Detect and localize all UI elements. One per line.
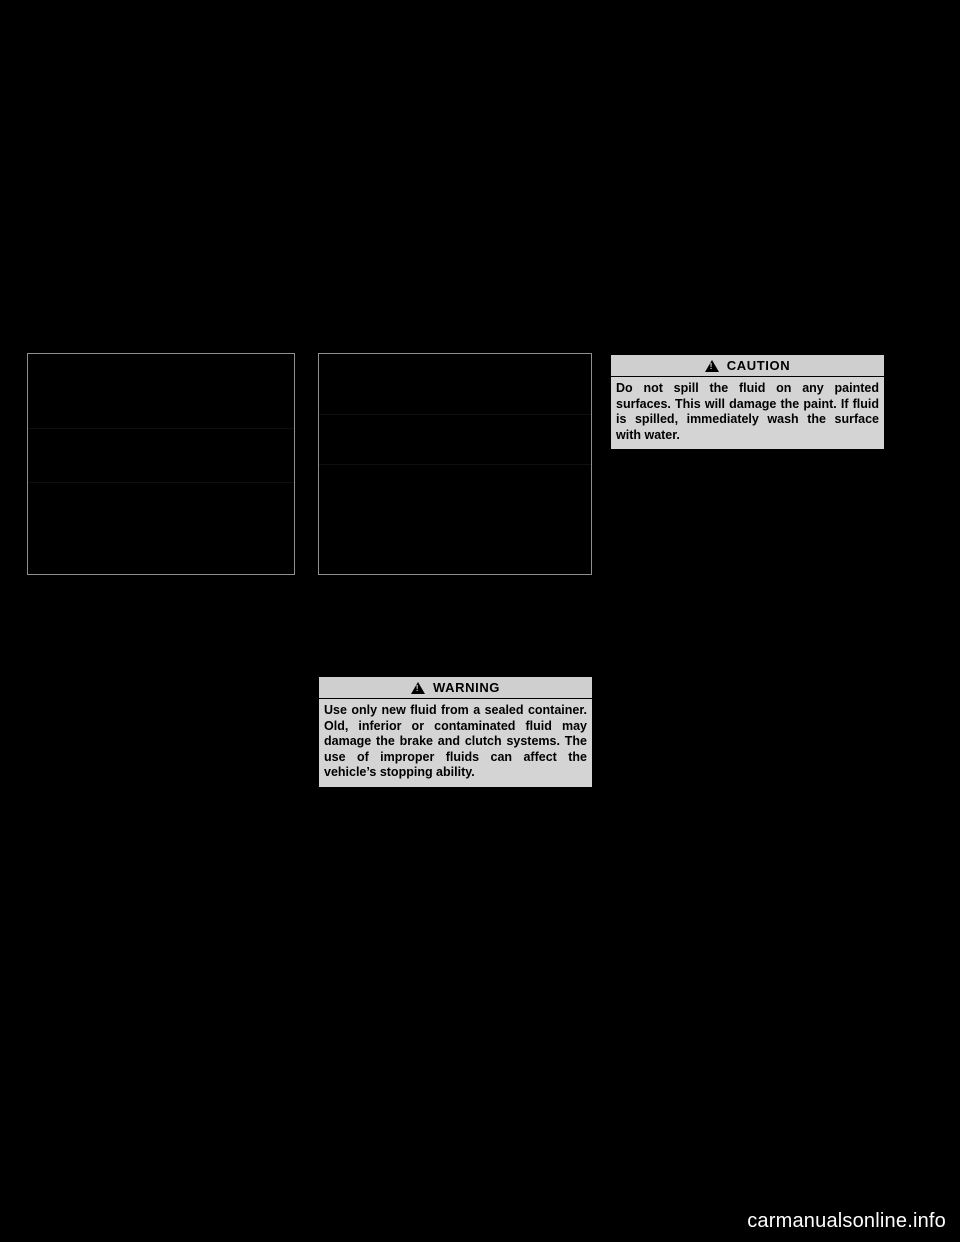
brake-fluid-reservoir-illustration xyxy=(27,353,295,575)
footer-watermark: carmanualsonline.info xyxy=(747,1210,946,1232)
illustration-streak xyxy=(319,464,591,465)
warning-triangle-icon xyxy=(705,360,719,372)
illustration-streak xyxy=(319,414,591,415)
caution-notice xyxy=(610,354,885,450)
warning-triangle-icon xyxy=(411,682,425,694)
warning-notice-body: Use only new fluid from a sealed container. Old, inferior or contaminated fluid may damage the brake and clutch systems. The use of improper fluids can affect the vehicle’s stopping ability. xyxy=(319,699,592,787)
caution-notice-body: Do not spill the fluid on any painted surfaces. This will damage the paint. If fluid is spilled, immediately wash the surface with water. xyxy=(611,377,884,449)
warning-notice-title: WARNING xyxy=(432,680,501,695)
warning-notice-header xyxy=(319,677,592,699)
caution-notice-header xyxy=(611,355,884,377)
caution-notice-title: CAUTION xyxy=(726,358,791,373)
clutch-fluid-reservoir-illustration xyxy=(318,353,592,575)
illustration-streak xyxy=(28,482,294,483)
illustration-streak xyxy=(28,428,294,429)
warning-notice xyxy=(318,676,593,788)
